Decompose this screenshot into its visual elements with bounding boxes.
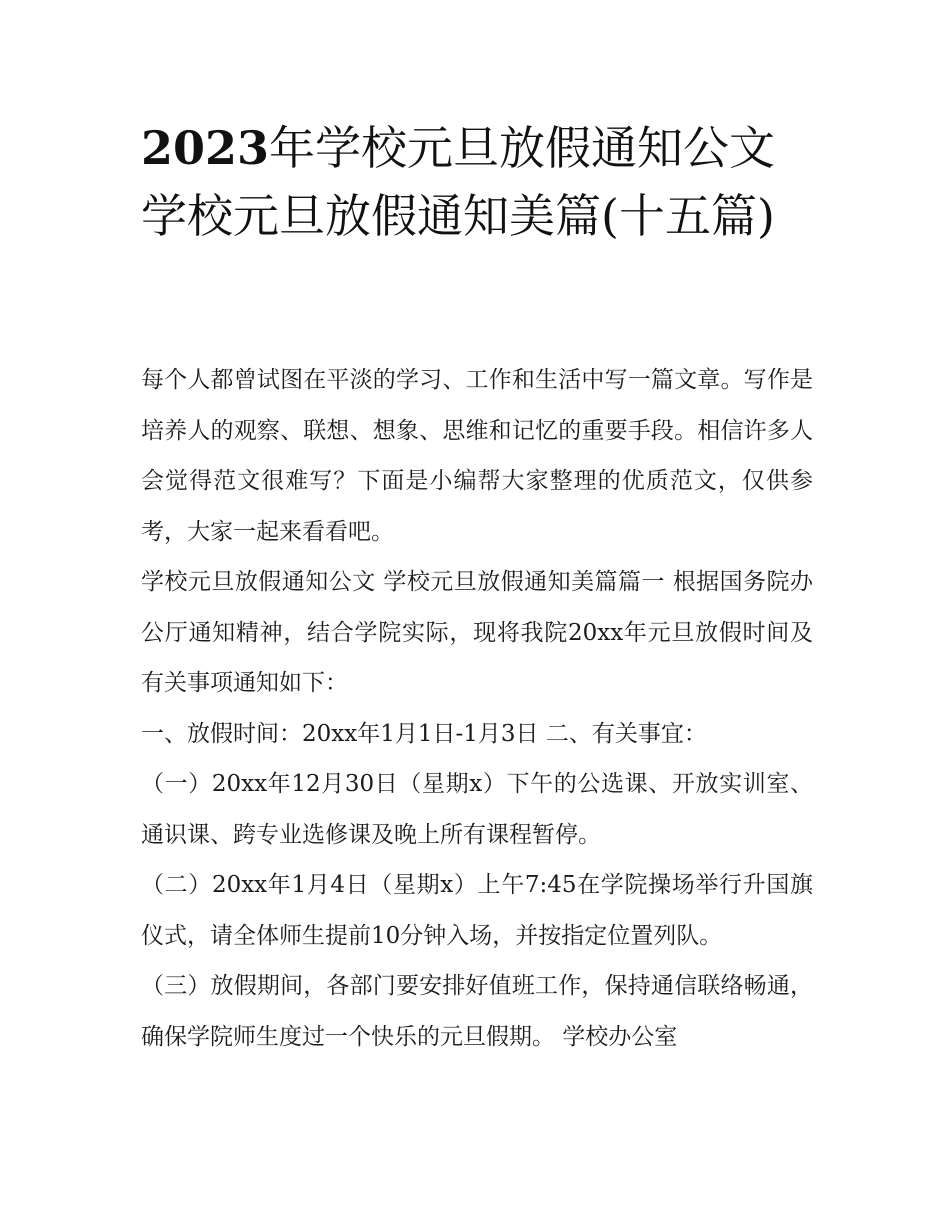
notice-paragraph: 学校元旦放假通知公文 学校元旦放假通知美篇篇一 根据国务院办公厅通知精神，结合学院实际，现将我院20xx年元旦放假时间及有关事项通知如下： (141, 569, 813, 696)
item-two-paragraph: （二）20xx年1月4日（星期x）上午7:45在学院操场举行升国旗仪式，请全体师生提前10分钟入场，并按指定位置列队。 (141, 872, 813, 949)
intro-paragraph: 每个人都曾试图在平淡的学习、工作和生活中写一篇文章。写作是培养人的观察、联想、想象、思维和记忆的重要手段。相信许多人会觉得范文很难写？下面是小编帮大家整理的优质范文，仅供参考，大家一起来看看吧。 (141, 367, 813, 545)
document-title (141, 114, 821, 250)
item-one-paragraph: （一）20xx年12月30日（星期x）下午的公选课、开放实训室、通识课、跨专业选修课及晚上所有课程暂停。 (141, 771, 813, 848)
document-title-text: 年学校元旦放假通知公文学校元旦放假通知美篇(十五篇) (141, 121, 776, 243)
document-body (141, 355, 813, 1062)
document-title-year: 2023 (141, 121, 270, 175)
item-three-paragraph: （三）放假期间，各部门要安排好值班工作，保持通信联络畅通，确保学院师生度过一个快乐的元旦假期。 学校办公室 (141, 973, 813, 1050)
holiday-time-paragraph: 一、放假时间：20xx年1月1日-1月3日 二、有关事宜： (141, 720, 707, 747)
